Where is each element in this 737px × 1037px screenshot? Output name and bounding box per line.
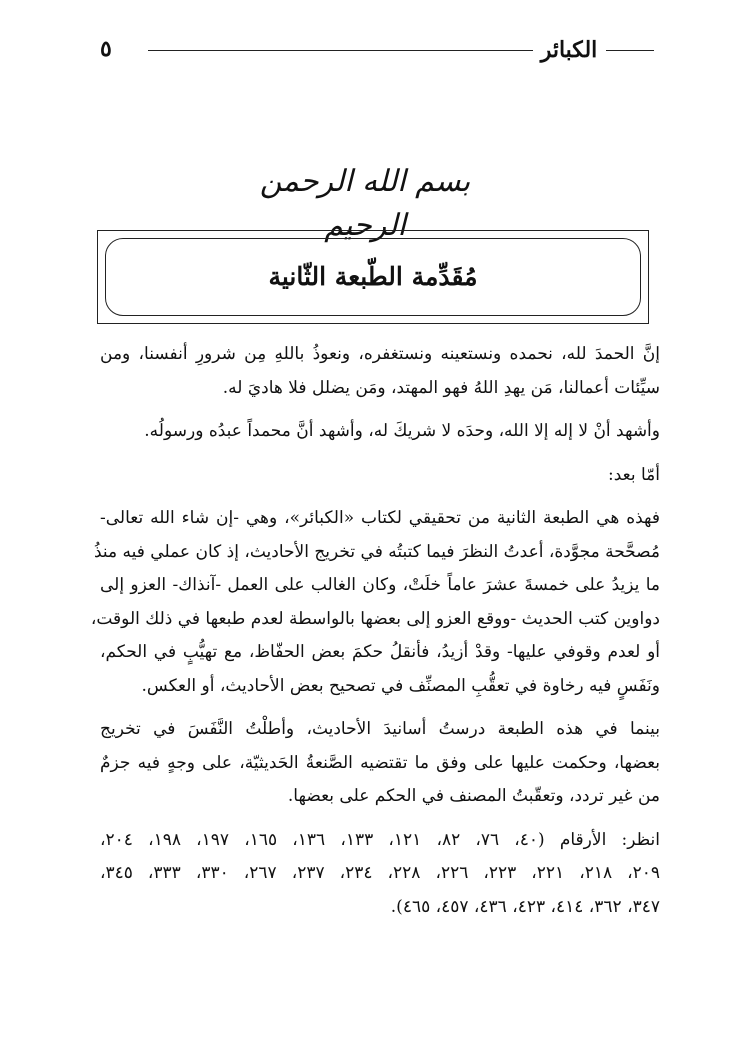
paragraph-shahada: [100, 415, 660, 449]
page-number: ٥: [100, 36, 112, 62]
text-line: فهذه هي الطبعة الثانية من تحقيقي لكتاب «الكبائر»، وهي -إن شاء الله تعالى-: [100, 508, 660, 528]
paragraph-new-edition-method: [100, 713, 660, 814]
text-line: بينما في هذه الطبعة درستُ أسانيدَ الأحاديث، وأطلْتُ النَّفَسَ في تخريج: [100, 719, 660, 739]
text-line: سيِّئات أعمالنا، مَن يهدِ اللهُ فهو المهتد، ومَن يضلل فلا هاديَ له.: [222, 377, 660, 398]
header-dash: [606, 50, 654, 51]
text-line: من غير تردد، وتعقّبتُ المصنف في الحكم على بعضها.: [287, 786, 660, 806]
text-line: ٣٤٧، ٣٦٢، ٤١٤، ٤٢٣، ٤٣٦، ٤٥٧، ٤٦٥).: [390, 896, 660, 917]
paragraph-hadith-numbers: [100, 824, 660, 925]
text-line: أو لعدم وقوفي عليها- وقدْ أزيدُ، فأنقلُ حكمَ بعض الحفّاظ، مع تهيُّبٍ في الحكم،: [100, 642, 661, 662]
title-frame-inner: [105, 238, 641, 316]
text-line: مُصحَّحة مجوَّدة، أعدتُ النظرَ فيما كتبتُه في تخريج الأحاديث، إذ كان عملي فيه منذُ: [93, 541, 660, 562]
text-line: وأشهد أنْ لا إله إلا الله، وحدَه لا شريكَ له، وأشهد أنَّ محمداً عبدُه ورسولُه.: [144, 421, 660, 441]
paragraph-amma-bad: [100, 459, 660, 493]
text-line: ما يزيدُ على خمسةَ عشرَ عاماً خلَتْ، وكان الغالب على العمل -آنذاك- العزو إلى: [100, 575, 660, 595]
text-line: إنَّ الحمدَ لله، نحمده ونستعينه ونستغفره، ونعوذُ باللهِ مِن شرورِ أنفسنا، ومن: [100, 344, 660, 364]
running-book-title: الكبائر: [540, 37, 598, 63]
title-frame: [97, 230, 649, 324]
text-line: دواوين كتب الحديث -ووقع العزو إلى بعضها بالواسطة لعدم طبعها في ذلك الوقت،: [90, 608, 660, 629]
text-line: انظر: الأرقام (٤٠، ٧٦، ٨٢، ١٢١، ١٣٣، ١٣٦، ١٦٥، ١٩٧، ١٩٨، ٢٠٤،: [100, 829, 660, 850]
header-rule: [148, 50, 533, 51]
paragraph-edition-description: [90, 502, 661, 703]
text-line: أمّا بعد:: [608, 464, 660, 485]
body-text: [90, 338, 661, 924]
text-line: ونَفَسٍ فيه رخاوة في تعقُّبِ المصنِّف في تصحيح بعض الأحاديث، أو العكس.: [141, 675, 660, 696]
text-line: بعضها، وحكمت عليها على وفق ما تقتضيه الصَّنعةُ الحَديثيّة، على وجهٍ فيه جزمٌ: [100, 752, 660, 773]
section-title: مُقَدِّمة الطّبعة الثّانية: [268, 262, 478, 291]
paragraph-opening-praise: [100, 338, 660, 405]
basmala-calligraphy: بسم الله الرحمن الرحيم: [259, 164, 471, 243]
text-line: ٢٠٩، ٢١٨، ٢٢١، ٢٢٣، ٢٢٦، ٢٢٨، ٢٣٤، ٢٣٧، ٢٦٧، ٣٣٠، ٣٣٣، ٣٤٥،: [100, 863, 661, 883]
